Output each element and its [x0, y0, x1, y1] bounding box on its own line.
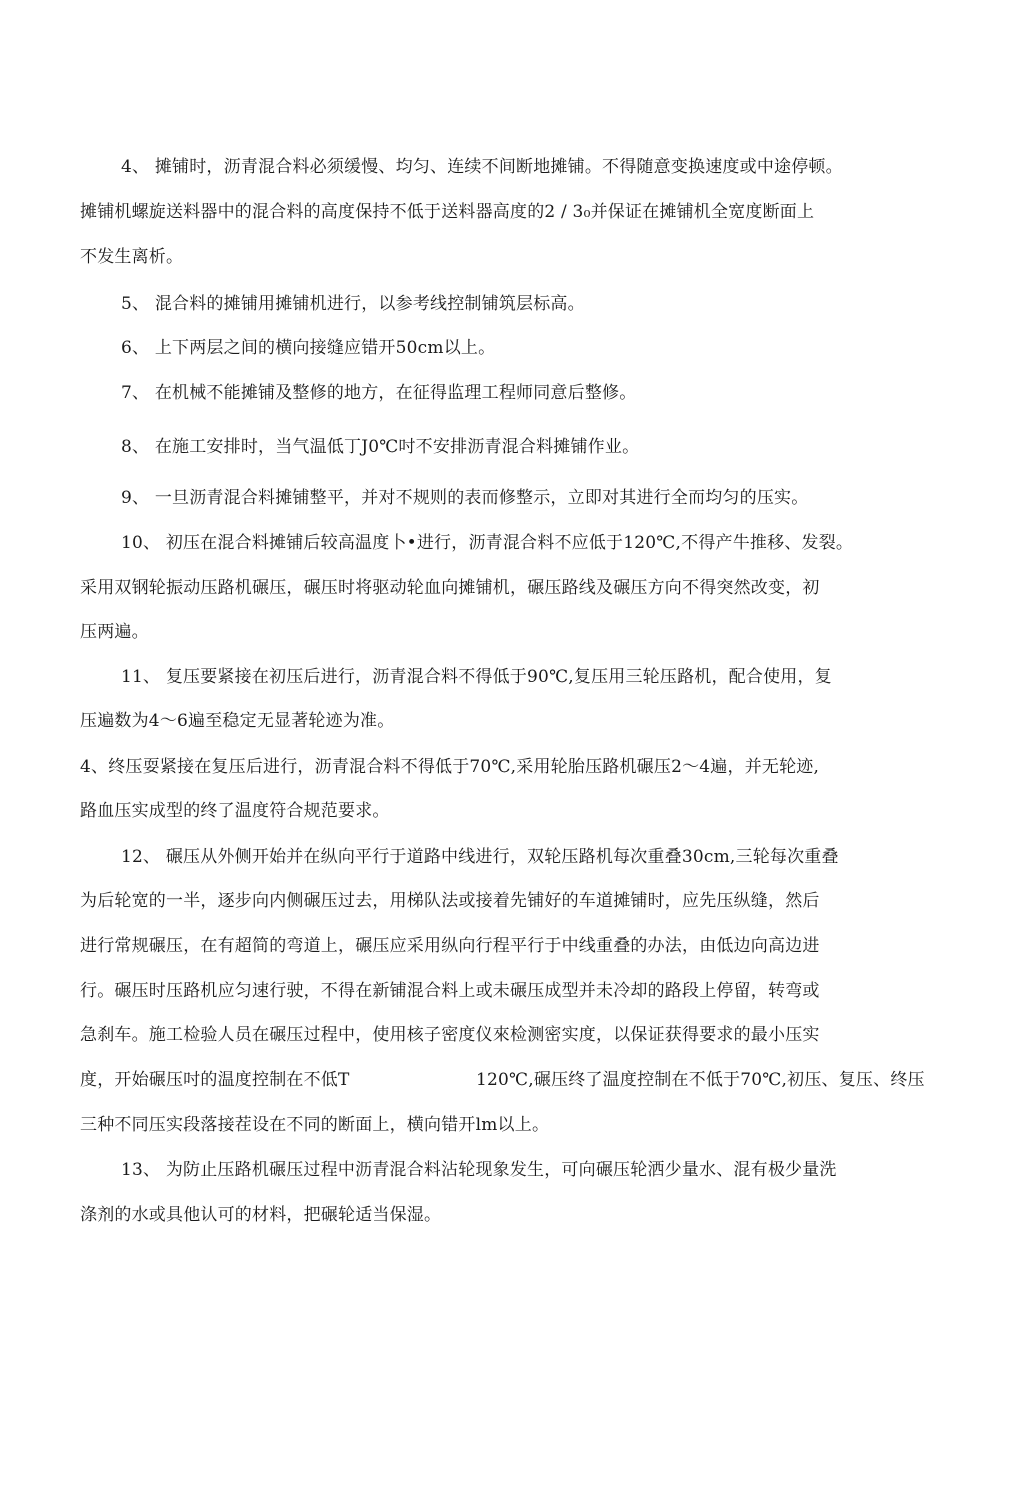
- paragraph-7: 7、 在机械不能摊铺及整修的地方，在征得监理工程师同意后整修。: [121, 383, 637, 403]
- paragraph-13-line-1: 13、 为防止压路机碾压过程中沥青混合料沾轮现象发生，可向碾压轮洒少量水、混有极少量洗: [121, 1160, 837, 1180]
- paragraph-12-line-4: 行。碾压时压路机应匀速行驶，不得在新铺混合料上或未碾压成型并未冷却的路段上停留，转弯或: [80, 981, 820, 1001]
- paragraph-10-line-3: 压两遍。: [80, 622, 149, 642]
- paragraph-12-line-6a: 度，开始碾压吋的温度控制在不低T: [80, 1070, 350, 1090]
- paragraph-12-line-6b: 120℃,碾压终了温度控制在不低于70℃,初压、复压、终压: [476, 1070, 925, 1090]
- paragraph-11-line-1: 11、 复压要紧接在初压后进行，沥青混合料不得低于90℃,复压用三轮压路机，配合使用，复: [121, 667, 832, 687]
- paragraph-10-line-2: 采用双钢轮振动压路机碾压，碾压时将驱动轮血向摊铺机，碾压路线及碾压方向不得突然改变，初: [80, 578, 820, 598]
- paragraph-12-line-7: 三种不同压实段落接茬设在不同的断面上，横向错开lm以上。: [80, 1115, 550, 1135]
- paragraph-5: 5、 混合料的摊铺用摊铺机进行，以参考线控制铺筑层标高。: [121, 294, 585, 314]
- paragraph-final-press-line-2: 路血压实成型的终了温度符合规范要求。: [80, 801, 390, 821]
- paragraph-12-line-1: 12、 碾压从外侧开始并在纵向平行于道路中线进行，双轮压路机每次重叠30cm,三轮每次重叠: [121, 847, 839, 867]
- paragraph-12-line-2: 为后轮宽的一半，逐步向内侧碾压过去，用梯队法或接着先铺好的车道摊铺时，应先压纵缝，然后: [80, 891, 820, 911]
- paragraph-12-line-5: 急刹车。施工检验人员在碾压过程中，使用核子密度仪來检测密实度，以保证获得要求的最小压实: [80, 1025, 820, 1045]
- paragraph-12-line-3: 进行常规碾压，在有超简的弯道上，碾压应采用纵向行程平行于中线重叠的办法，由低边向高边进: [80, 936, 820, 956]
- paragraph-13-line-2: 涤剂的水或具他认可的材料，把碾轮适当保湿。: [80, 1205, 442, 1225]
- paragraph-6: 6、 上下两层之间的横向接缝应错开50cm以上。: [121, 338, 496, 358]
- paragraph-11-line-2: 压遍数为4～6遍至稳定无显著轮迹为准。: [80, 711, 395, 731]
- paragraph-4-line-3: 不发生离析。: [80, 247, 184, 267]
- paragraph-final-press-line-1: 4、终压耍紧接在复压后进行，沥青混合料不得低于70℃,采用轮胎压路机碾压2～4遍，并无轮迹,: [80, 757, 820, 777]
- paragraph-9: 9、 一旦沥青混合料摊铺整平，并对不规则的表而修整示，立即对其进行全而均匀的压实。: [121, 488, 809, 508]
- paragraph-8: 8、 在施工安排时，当气温低丁J0℃吋不安排沥青混合料摊铺作业。: [121, 437, 640, 457]
- paragraph-4-line-2: 摊铺机螺旋送料器中的混合料的高度保持不低于送料器高度的2 / 3₀并保证在摊铺机全宽度断面上: [80, 202, 815, 222]
- paragraph-4-line-1: 4、 摊铺时，沥青混合料必须缓慢、均匀、连续不间断地摊铺。不得随意变换速度或中途停顿。: [121, 157, 843, 177]
- paragraph-10-line-1: 10、 初压在混合料摊铺后较高温度卜•进行，沥青混合料不应低于120℃,不得产牛推移、发裂。: [121, 533, 854, 553]
